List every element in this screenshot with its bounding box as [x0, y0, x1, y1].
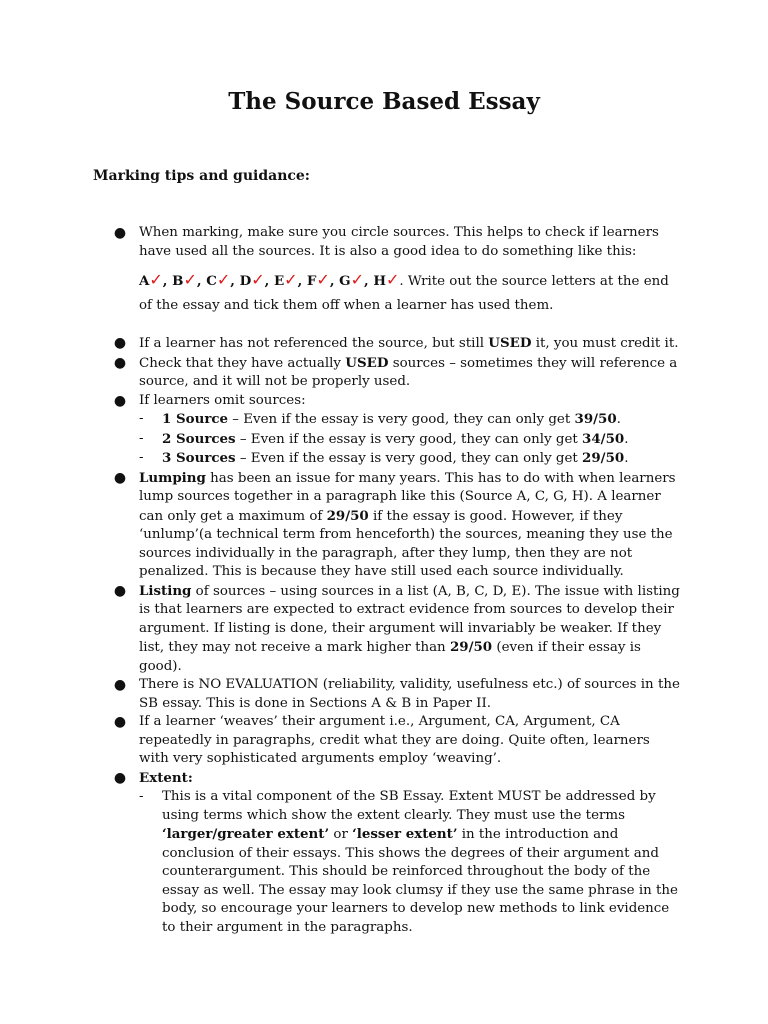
list-item-listing: [113, 582, 683, 677]
bullet-icon: ●: [113, 714, 127, 730]
paragraph-text: (even if their essay is good).: [139, 640, 641, 674]
dash-marker: -: [139, 430, 144, 446]
separator: ,: [329, 273, 340, 289]
paragraph-text: Check that they have actually: [139, 355, 346, 371]
emphasis-text: USED: [488, 335, 532, 351]
separator: ,: [297, 273, 307, 289]
emphasis-text: ‘larger/greater extent’: [162, 826, 330, 842]
separator: ,: [364, 273, 374, 289]
sub-label: 2 Sources: [162, 430, 236, 447]
guidance-list: [113, 224, 683, 937]
checkmark-icon: ✓: [251, 270, 265, 289]
emphasis-text: Extent:: [139, 769, 193, 786]
bullet-icon: ●: [113, 677, 127, 693]
list-item-circle-sources: [113, 224, 683, 318]
checkmark-icon: ✓: [216, 270, 231, 289]
bullet-icon: ●: [113, 335, 127, 351]
sub-text: in the introduction and conclusion of their essays. This shows the degrees of their argument and counterargument. This should be reinforced throughout the body of the essay as well. The essay may look clumsy if they use the same phrase in the body, so encourage your learners to develop new methods to link evidence to their argument in the paragraphs.: [162, 827, 678, 935]
checkmark-icon: ✓: [183, 270, 197, 289]
dash-marker: -: [139, 789, 144, 804]
emphasis-text: Lumping: [139, 469, 206, 486]
paragraph-text: . Write out the source letters at the end of the essay and tick them off when a learner has used them.: [139, 274, 669, 313]
paragraph-text: it, you must credit it.: [531, 336, 679, 351]
source-letter: E: [273, 273, 285, 289]
bullet-icon: ●: [113, 225, 127, 241]
checkmark-icon: ✓: [385, 270, 400, 289]
checkmark-icon: ✓: [350, 270, 364, 289]
separator: ,: [196, 273, 207, 289]
paragraph-text: of sources – using sources in a list (A, B, C, D, E). The issue with listing is that learners are expected to extract evidence from sources to develop their argument. If listing is done, their argument will invariably be weaker. If they list, they may not receive a mark higher than: [139, 583, 680, 655]
separator: ,: [264, 273, 274, 289]
separator: ,: [230, 273, 240, 289]
punctuation: .: [624, 431, 629, 447]
sub-text: – Even if the essay is very good, they can only get: [228, 412, 575, 427]
sub-item-1-source: [113, 410, 683, 430]
section-heading: Marking tips and guidance:: [93, 168, 310, 184]
bullet-icon: ●: [113, 354, 127, 371]
sub-text: – Even if the essay is very good, they can only get: [235, 431, 583, 447]
separator: ,: [162, 273, 173, 289]
emphasis-text: Listing: [139, 582, 192, 599]
source-letter: D: [239, 273, 252, 289]
source-letter: B: [172, 273, 184, 289]
sub-label: 3 Sources: [162, 450, 236, 466]
checkmark-icon: ✓: [316, 270, 330, 289]
sub-item-2-sources: [113, 430, 683, 450]
paragraph-text: sources – sometimes they will reference a source, and it will not be properly used.: [139, 355, 678, 389]
source-letter: C: [206, 273, 217, 289]
paragraph-text: if the essay is good. However, if they ‘unlump’(a technical term from henceforth) the sources, meaning they use the sources individually in the paragraph, after they lump, then they are not penalized. This is because they have still used each source individually.: [139, 508, 673, 579]
paragraph-text: If learners omit sources:: [139, 392, 306, 408]
paragraph-text: has been an issue for many years. This has to do with when learners lump sources together in a paragraph like this (Source A, C, G, H). A learner can only get a maximum of: [139, 470, 676, 524]
list-item-lumping: [113, 469, 683, 582]
paragraph-text: If a learner ‘weaves’ their argument i.e., Argument, CA, Argument, CA repeatedly in paragraphs, credit what they are doing. Quite often, learners with very sophisticated arguments employ ‘weaving’.: [139, 714, 650, 766]
paragraph-text: If a learner has not referenced the source, but still: [139, 336, 489, 351]
source-letter: H: [373, 273, 386, 289]
sub-text: – Even if the essay is very good, they can only get: [235, 451, 583, 466]
dash-marker: -: [139, 450, 144, 465]
source-letter: A: [139, 273, 150, 289]
checkmark-icon: ✓: [284, 270, 298, 289]
source-letter: G: [339, 273, 351, 289]
sub-item-3-sources: [113, 449, 683, 469]
sub-text: or: [329, 827, 353, 842]
dash-marker: -: [139, 411, 144, 426]
list-item-omit-sources: [113, 392, 683, 411]
punctuation: .: [616, 412, 621, 427]
bullet-icon: ●: [113, 392, 127, 409]
score-text: 29/50: [449, 639, 493, 655]
list-item-credit-used: [113, 334, 683, 354]
score-text: 29/50: [326, 507, 369, 524]
score-text: 39/50: [574, 411, 617, 427]
sub-label: 1 Source: [162, 411, 229, 427]
sub-item-extent-detail: [113, 788, 683, 937]
emphasis-text: ‘lesser extent’: [352, 826, 458, 842]
score-text: 29/50: [582, 450, 625, 466]
paragraph-text: When marking, make sure you circle sources. This helps to check if learners have used all the sources. It is also a good idea to do something like this:: [139, 225, 659, 259]
list-item-check-used: [113, 354, 683, 392]
score-text: 34/50: [582, 430, 625, 447]
paragraph-text: There is NO EVALUATION (reliability, validity, usefulness etc.) of sources in the SB essay. This is done in Sections A & B in Paper II.: [139, 677, 680, 711]
punctuation: .: [624, 451, 629, 466]
source-letters-line: [139, 268, 683, 318]
list-item-no-evaluation: [113, 676, 683, 713]
bullet-icon: ●: [113, 582, 127, 599]
emphasis-text: USED: [345, 354, 389, 371]
bullet-icon: ●: [113, 469, 127, 486]
bullet-icon: ●: [113, 769, 127, 786]
checkmark-icon: ✓: [149, 270, 163, 289]
list-item-weaving: [113, 713, 683, 769]
list-item-extent: [113, 769, 683, 789]
page-title: The Source Based Essay: [228, 88, 540, 115]
sub-text: This is a vital component of the SB Essay. Extent MUST be addressed by using terms which show the extent clearly. They must use the terms: [162, 789, 656, 823]
source-letter: F: [306, 273, 317, 289]
